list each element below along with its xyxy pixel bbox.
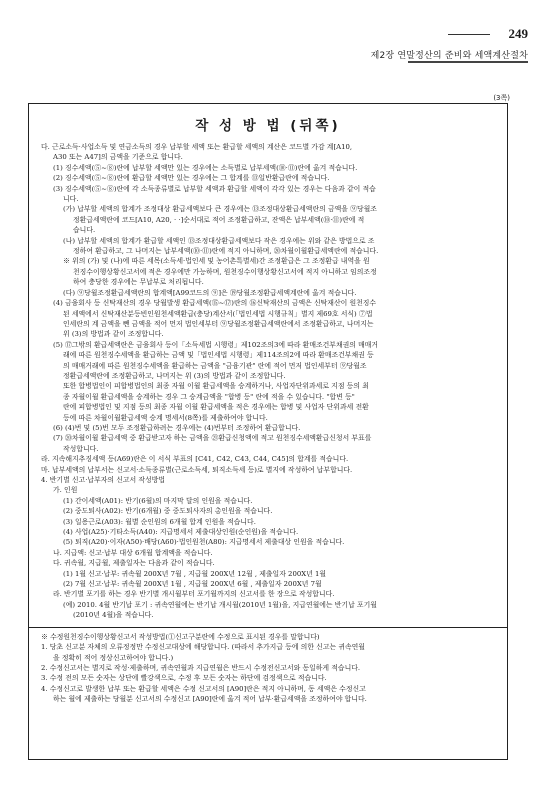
text-line: (7) ⑳차월이월 환급세액 중 환급받고자 하는 금액을 ㉑환급신청액에 적고 원천징수세액환급신청서 부표를 xyxy=(53,434,372,443)
text-line: 위 (3)의 방법과 같이 조정합니다. xyxy=(63,330,164,339)
text-line: 2. 수정신고서는 별지로 작성·제출하며, 귀속연월과 지급연월은 반드시 수정전신고서와 동일하게 적습니다. xyxy=(41,663,361,672)
text-line: 마. 납부세액의 납부서는 신고서·소득종류별(근로소득세, 퇴직소득세 등)로 별지에 작성하여 납부합니다. xyxy=(41,465,353,474)
text-line: 란에 피합병법인 및 지점 등의 최종 자월 이월 환급세액을 적은 경우에는 합병 및 사업자 단위과세 전환 xyxy=(63,403,369,412)
text-line: (2010년 4월)을 적습니다. xyxy=(73,611,154,620)
text-line: 나. 지급액: 신고·납부 대상 6개월 합계액을 적습니다. xyxy=(53,548,213,557)
amendment-instructions xyxy=(41,632,495,705)
text-line: 라. 지속해지추징세액 등(A69)란은 이 서식 부표의 [C41, C42, C43, C44, C45]의 합계를 적습니다. xyxy=(41,455,349,464)
text-line: 종 자월이월 환급세액을 승계하는 경우 그 승계금액을 "합병 등" 란에 적을 수 있습니다. "합변 등" xyxy=(63,392,355,401)
text-line: (다) ⑨당월조정환급세액란의 합계액[A99코드의 ⑨]은 ⑲당월조정환급세액계란에 옮겨 적습니다. xyxy=(63,288,357,297)
text-line: 다. 귀속월, 지급월, 제출일자는 다음과 같이 적습니다. xyxy=(53,559,215,568)
header-rule xyxy=(448,34,490,35)
text-line: (1) 1월 신고·납부: 귀속월 200X년 7월 , 지급월 200X년 12월 , 제출일자 200X년 1월 xyxy=(63,569,327,578)
text-line: (4) 사업(A25)·기타소득(A40): 지급명세서 제출대상인원(순인원)을 적습니다. xyxy=(63,528,299,537)
text-line: 정하여 환급하고, 그 나머지는 납부세액(⑩·⑪)란에 적지 아니하며, ⑳차월이월환급세액란에 적습니다. xyxy=(73,247,379,256)
text-line: (1) 간이세액(A01): 반기(6월)의 마지막 달의 인원을 적습니다. xyxy=(63,496,253,505)
text-line: (5) ⑰그밖의 환급세액란은 금융회사 등이「소득세법 시행령」제102조의3에 따라 환매조건부채권의 매매거 xyxy=(53,340,379,349)
text-line: ※ 수정원천징수이행상황신고서 작성방법(①신고구분란에 수정으로 표시된 경우를 말합니다) xyxy=(41,632,320,641)
chapter-underline xyxy=(408,61,528,63)
page-number: 249 xyxy=(508,26,528,41)
instructions-box xyxy=(28,103,508,760)
text-line: (2) 징수세액(⑤~⑧)란에 환급할 세액만 있는 경우에는 그 합계를 ⑬일반환급란에 적습니다. xyxy=(53,174,330,183)
text-line: 다. 근로소득·사업소득 및 연금소득의 경우 납부할 세액 또는 환급할 세액의 계산은 코드별 가감 계[A10, xyxy=(41,143,353,151)
text-line: 작성합니다. xyxy=(63,444,99,453)
text-line: 라. 반기별 포기를 하는 경우 반기별 개시월부터 포기월까지의 신고서를 한 장으로 작성합니다. xyxy=(53,590,335,599)
text-line: 천징수이행상황신고서에 적은 경우에만 가능하며, 원천징수이행상황신고서에 적지 아니하고 임의조정 xyxy=(73,267,377,276)
text-line: 의 매매거래에 따른 원천징수세액을 환급하는 금액을 "금융기관" 란에 적어 먼저 법인세부터 ⑨당월조 xyxy=(63,361,367,370)
text-line: (6) (4)번 및 (5)번 모두 조정환급하려는 경우에는 (4)번부터 조정하여 환급합니다. xyxy=(53,423,301,432)
text-line: (4) 금융회사 등 신탁재산의 경우 당월발생 환급세액(⑮~⑰)란의 ⑯신탁재산의 금액은 신탁재산이 원천징수 xyxy=(53,299,377,308)
text-line: (2) 중도퇴사(A02): 반기(6개월) 중 중도퇴사자의 총인원을 적습니다. xyxy=(63,507,273,516)
text-line: 가. 인원 xyxy=(53,486,78,495)
text-line: 등에 따른 차월이월환급세액 승계 명세서(8쪽)를 제출하여야 합니다. xyxy=(63,413,268,422)
form-page-tag: (3쪽) xyxy=(493,94,510,102)
section-divider xyxy=(29,627,507,628)
text-line: 습니다. xyxy=(73,226,96,235)
text-line: ※ 위의 (가) 및 (나)에 따른 세목(소득세·법인세 및 농어촌특별세)간 조정환급은 그 조정환급 내역을 원 xyxy=(63,257,370,266)
text-line: 래에 따른 원천징수세액을 환급하는 금액 및「법인세법 시행령」제114조의2에 따라 환매조건부채권 등 xyxy=(63,351,374,360)
text-line: 하는 월에 제출하는 당월분 신고서의 수정신고 [A90]란에 옮겨 적어 납부·환급세액을 조정하여야 합니다. xyxy=(53,695,367,704)
text-line: 정환급세액란에 코드[A10, A20, · ·]순서대로 적어 조정환급하고, 잔액은 납부세액(⑩·⑪)란에 적 xyxy=(73,215,365,224)
text-line: 인세란의 계 금액을 뺀 금액을 적어 먼저 법인세부터 ⑨당월조정환급세액란에서 조정환급하고, 나머지는 xyxy=(63,319,374,328)
text-line: 4. 반기별 신고·납부자의 신고서 작성방법 xyxy=(41,476,166,484)
text-line: (예) 2010. 4월 반기납 포기 : 귀속연월에는 반기납 개시월(2010년 1월)을, 지급연월에는 반기납 포기월 xyxy=(63,600,377,609)
text-line: (3) 일용근로(A03): 월별 순인원의 6개월 합계 인원을 적습니다. xyxy=(63,517,256,526)
text-line: (2) 7월 신고·납부: 귀속월 200X년 1월 , 지급월 200X년 6월 , 제출일자 200X년 7월 xyxy=(63,580,322,589)
text-line: 을 정확히 적어 정상신고하여야 합니다.) xyxy=(53,653,174,662)
text-line: (가) 납부할 세액의 합계가 조정대상 환급세액보다 큰 경우에는 ⑬조정대상환급세액란의 금액을 ⑨당월조 xyxy=(63,205,377,214)
text-line: (1) 징수세액(⑤~⑧)란에 납부할 세액만 있는 경우에는 소득별로 납부세액(⑩·⑪)란에 옮겨 적습니다. xyxy=(53,163,358,172)
text-line: 또한 합병법인이 피합병법인의 최종 자월 이월 환급세액을 승계하거나, 사업자단위과세로 지점 등의 최 xyxy=(63,382,369,391)
box-title: 작 성 방 법 (뒤쪽) xyxy=(195,118,341,134)
text-line: 하여 충당한 경우에는 무납부로 처리됩니다. xyxy=(73,278,204,287)
text-line: (나) 납부할 세액의 합계가 환급할 세액인 ⑬조정대상환급세액보다 작은 경우에는 위와 같은 방법으로 조 xyxy=(63,236,375,245)
text-line: 3. 수정 전의 모든 숫자는 상단에 빨강색으로, 수정 후 모든 숫자는 하단에 검정색으로 적습니다. xyxy=(41,674,327,683)
text-line: (5) 퇴직(A20)·이자(A50)·배당(A60)·법인원천(A80): 지급명세서 제출대상 인원을 적습니다. xyxy=(63,538,345,547)
page-header xyxy=(0,0,550,70)
text-line: 된 세액에서 신탁재산분등빈인원천세액환급(충당)계산서(「법인세법 시행규칙」별지 제69호 서식) ⑦법 xyxy=(63,309,373,318)
text-line: (3) 징수세액(⑤~⑧)란에 각 소득종류별로 납부할 세액과 환급할 세액이 각각 있는 경우는 다음과 같이 적습 xyxy=(53,184,376,193)
text-line: 1. 당초 신고분 자체의 오류정정만 수정신고대상에 해당합니다. (따라서 추가지급 등에 의한 신고는 귀속연월 xyxy=(41,643,365,652)
text-line: 정환급세액란에 조정환급하고, 나머지는 위 (3)의 방법과 같이 조정합니다. xyxy=(63,371,286,380)
text-line: A30 또는 A47]의 금액을 기준으로 합니다. xyxy=(53,153,183,162)
chapter-title: 제2장 연말정산의 준비와 세액계산절차 xyxy=(370,51,528,61)
instructions-body xyxy=(41,142,495,621)
text-line: 니다. xyxy=(63,195,79,204)
text-line: 4. 수정신고로 발생한 납부 또는 환급할 세액은 수정 신고서의 [A90]란은 적지 아니하며, 동 세액은 수정신고 xyxy=(41,684,366,693)
